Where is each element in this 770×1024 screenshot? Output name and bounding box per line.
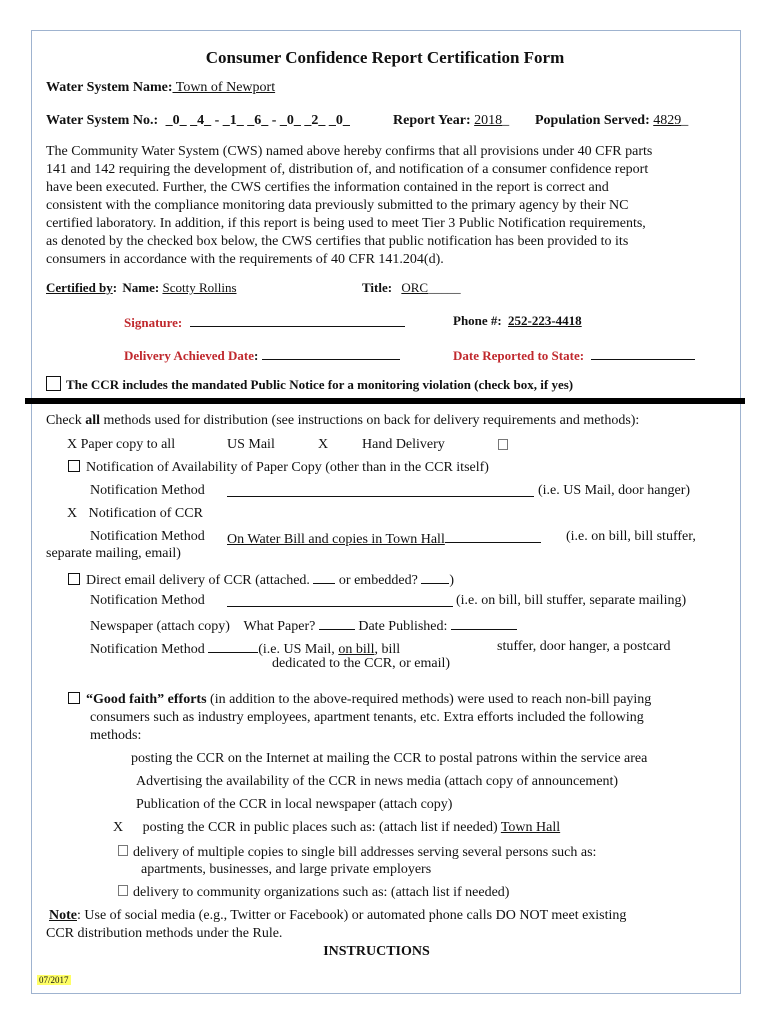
- date-reported-label: Date Reported to State:: [453, 348, 585, 363]
- public-notice-checkbox[interactable]: [46, 376, 61, 391]
- report-year-value[interactable]: 2018: [474, 113, 503, 128]
- water-system-name-row: [46, 80, 275, 96]
- method-3-hint: , bill: [374, 642, 401, 657]
- date-reported-row: [453, 346, 695, 364]
- ccr-method-value[interactable]: On Water Bill and copies in Town Hall: [227, 532, 445, 547]
- signature-row: [124, 313, 405, 331]
- phone-row: [453, 313, 582, 329]
- good-faith-checkbox[interactable]: [68, 692, 80, 704]
- extra-checkbox[interactable]: [498, 439, 513, 455]
- name-label: Name:: [122, 280, 160, 295]
- ccr-method-hint-2: separate mailing, email): [46, 546, 181, 561]
- title-value[interactable]: ORC: [401, 280, 429, 295]
- good-faith-item-multiple-copies: [118, 845, 596, 861]
- delivery-date-row: Delivery Achieved Date:: [124, 346, 400, 364]
- email-method-hint: (i.e. on bill, bill stuffer, separate mailing): [456, 593, 687, 608]
- or-embedded-text: or embedded?: [338, 573, 418, 588]
- method-3-hint-on-bill: on bill: [338, 642, 375, 657]
- signature-field[interactable]: [190, 313, 405, 327]
- note-text: : Use of social media (e.g., Twitter or Facebook) or automated phone calls DO NOT meet existing: [77, 908, 627, 923]
- multiple-copies-checkbox[interactable]: [118, 845, 128, 856]
- paragraph-line: 141 and 142 requiring the development of, distribution of, and notification of a consumer confidence report: [46, 162, 649, 177]
- ccr-method-hint: (i.e. on bill, bill stuffer,: [566, 529, 696, 544]
- embedded-field[interactable]: [421, 570, 449, 584]
- notification-ccr-text: Notification of CCR: [88, 506, 203, 521]
- attached-field[interactable]: [313, 570, 335, 584]
- hand-delivery-option[interactable]: Hand Delivery: [362, 437, 445, 452]
- intro-text: methods used for distribution (see instructions on back for delivery requirements and methods):: [100, 413, 640, 428]
- availability-paper-checkbox[interactable]: [68, 460, 80, 472]
- good-faith-bold: “Good faith” efforts: [86, 692, 207, 707]
- report-year-label: Report Year:: [393, 113, 471, 128]
- instructions-heading: INSTRUCTIONS: [323, 944, 430, 959]
- notification-method-label: Notification Method: [90, 642, 205, 657]
- water-system-no-label: Water System No.:: [46, 113, 159, 128]
- notification-method-label: Notification Method: [90, 483, 205, 498]
- phone-value[interactable]: 252-223-4418: [508, 313, 582, 328]
- name-value[interactable]: Scotty Rollins: [162, 280, 237, 295]
- water-system-name-label: Water System Name:: [46, 80, 173, 95]
- method-3-hint: (i.e. US Mail,: [258, 642, 339, 657]
- public-notice-text: The CCR includes the mandated Public Notice for a monitoring violation (check box, if yes): [66, 377, 574, 392]
- method-3-hint-d: dedicated to the CCR, or email): [272, 656, 451, 671]
- availability-paper-text: Notification of Availability of Paper Copy (other than in the CCR itself): [86, 460, 489, 475]
- availability-hint: (i.e. US Mail, door hanger): [538, 483, 691, 498]
- method-3-field[interactable]: [208, 639, 258, 653]
- footer-date: 07/2017: [39, 975, 69, 985]
- paper-copy-option[interactable]: X Paper copy to all: [67, 437, 176, 452]
- certified-by-row: Certified by: Name: Scotty Rollins: [46, 280, 332, 296]
- notification-ccr-row: [67, 506, 203, 522]
- direct-email-checkbox[interactable]: [68, 573, 80, 585]
- paragraph-line: consumers in accordance with the requirements of 40 CFR 141.204(d).: [46, 252, 444, 267]
- good-faith-item-advertising: Advertising the availability of the CCR in news media (attach copy of announcement): [136, 774, 619, 789]
- multiple-copies-text-2: apartments, businesses, and large private employers: [141, 862, 432, 877]
- certified-by-label: Certified by: [46, 280, 113, 295]
- delivery-date-label: Delivery Achieved Date: [124, 348, 254, 363]
- paragraph-line: The Community Water System (CWS) named above hereby confirms that all provisions under 40 CFR parts: [46, 144, 653, 159]
- title-label: Title:: [362, 280, 393, 295]
- email-method-field[interactable]: [227, 593, 453, 612]
- note-text-2: CCR distribution methods under the Rule.: [46, 926, 283, 941]
- intro-text: Check: [46, 413, 86, 428]
- notification-ccr-mark[interactable]: X: [67, 506, 78, 521]
- ccr-method-line: [445, 529, 541, 543]
- good-faith-text-3: methods:: [90, 728, 142, 743]
- delivery-date-field[interactable]: [262, 346, 400, 360]
- distribution-intro: [46, 413, 639, 429]
- good-faith-item-internet: posting the CCR on the Internet at mailing the CCR to postal patrons within the service area: [131, 751, 648, 766]
- public-places-mark[interactable]: X: [113, 820, 124, 835]
- date-published-field[interactable]: [451, 616, 517, 630]
- paragraph-line: certified laboratory. In addition, if this report is being used to meet Tier 3 Public Notification requirements,: [46, 216, 646, 231]
- good-faith-item-public-places: [113, 820, 560, 836]
- population-row: Population Served: 4829_: [535, 113, 689, 128]
- multiple-copies-text: delivery of multiple copies to single bill addresses serving several persons such as:: [133, 845, 597, 860]
- public-notice-row: [46, 376, 573, 393]
- availability-paper-row: [68, 460, 489, 476]
- signature-label: Signature:: [124, 315, 183, 330]
- good-faith-item-publication: Publication of the CCR in local newspaper (attach copy): [136, 797, 453, 812]
- water-system-number-row: [46, 113, 350, 129]
- water-system-no-value[interactable]: _0_ _4_ - _1_ _6_ - _0_ _2_ _0_: [165, 113, 350, 128]
- paragraph-line: consistent with the compliance monitoring data previously submitted to the primary agency by their NC: [46, 198, 629, 213]
- phone-label: Phone #:: [453, 313, 502, 328]
- community-text: delivery to community organizations such as: (attach list if needed): [133, 885, 510, 900]
- certification-paragraph: [46, 143, 714, 269]
- section-divider: [25, 398, 745, 404]
- good-faith-row: [68, 692, 651, 708]
- paragraph-line: as denoted by the checked box below, the CWS certifies that public notification has been provided to its: [46, 234, 629, 249]
- community-checkbox[interactable]: [118, 885, 128, 896]
- direct-email-row: [68, 570, 454, 589]
- date-published-label: Date Published:: [358, 619, 448, 634]
- form-title: Consumer Confidence Report Certification Form: [205, 48, 565, 67]
- close-paren: ): [449, 573, 455, 588]
- hand-delivery-mark: X: [318, 437, 329, 452]
- note-label: Note: [49, 908, 77, 923]
- ccr-method-value-row: [227, 529, 541, 548]
- notification-method-label: Notification Method: [90, 529, 205, 544]
- note-row: [49, 908, 626, 924]
- date-reported-field[interactable]: [591, 346, 695, 360]
- method-3-hint-c: stuffer, door hanger, a postcard: [497, 639, 671, 654]
- population-value[interactable]: 4829: [653, 113, 682, 128]
- title-row: Title: ORC_____: [362, 280, 461, 295]
- newspaper-text: Newspaper (attach copy): [90, 619, 230, 634]
- water-system-name-value[interactable]: Town of Newport: [172, 80, 276, 95]
- good-faith-text: (in addition to the above-required methods) were used to reach non-bill paying: [206, 692, 652, 707]
- good-faith-item-community: [118, 885, 509, 901]
- notification-method-label: Notification Method: [90, 593, 205, 608]
- public-places-text: posting the CCR in public places such as: (attach list if needed): [142, 820, 501, 835]
- intro-bold: all: [85, 413, 101, 428]
- what-paper-field[interactable]: [319, 616, 355, 630]
- us-mail-option[interactable]: US Mail: [227, 437, 275, 452]
- direct-email-text: Direct email delivery of CCR (attached.: [86, 573, 310, 588]
- newspaper-row: [90, 616, 517, 635]
- what-paper-label: What Paper?: [243, 619, 316, 634]
- population-label: Population Served:: [535, 113, 650, 128]
- paragraph-line: have been executed. Further, the CWS certifies the information contained in the report is correct and: [46, 180, 609, 195]
- report-year-row: Report Year: 2018_: [393, 113, 510, 128]
- public-places-value[interactable]: Town Hall: [500, 820, 561, 835]
- availability-method-field[interactable]: [227, 483, 534, 502]
- good-faith-text-2: consumers such as industry employees, apartment tenants, etc. Extra efforts included the following: [90, 710, 644, 725]
